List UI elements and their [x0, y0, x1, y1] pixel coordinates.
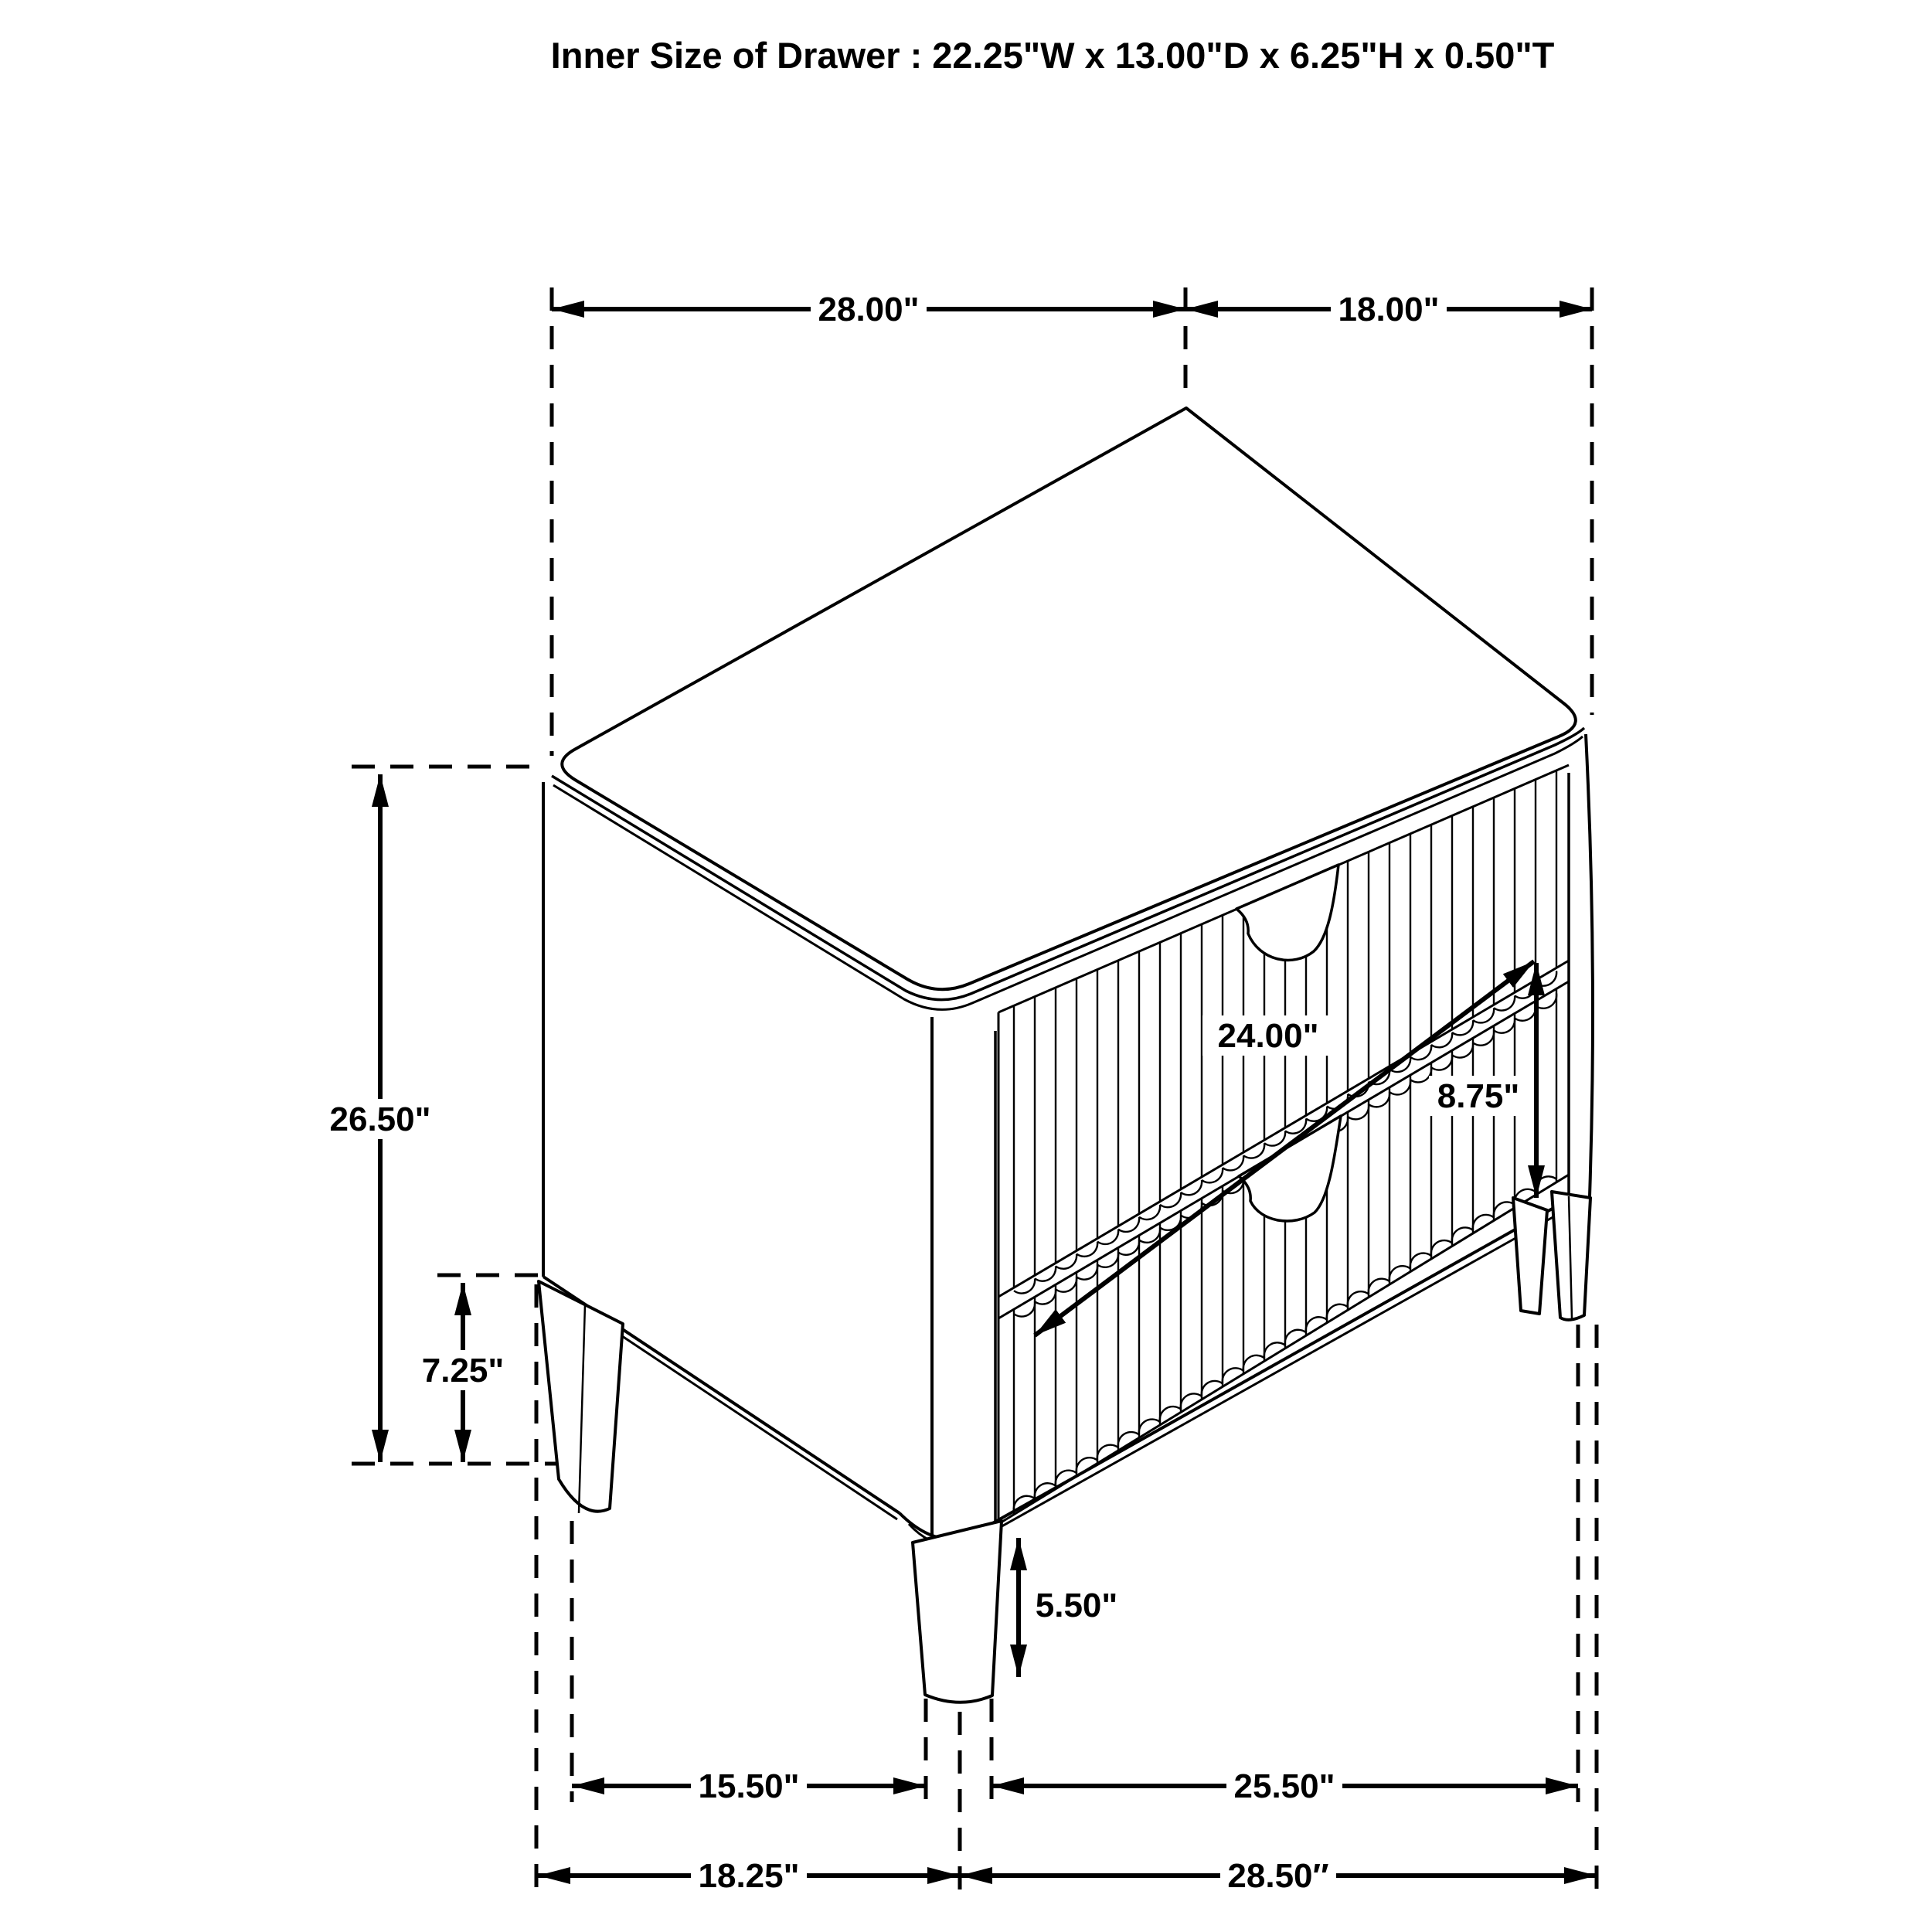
dim-label-leg-height: 5.50"	[1035, 1587, 1118, 1624]
dim-label-drawer-front-width: 24.00"	[1217, 1017, 1319, 1055]
dim-label-leg-clearance: 7.25"	[421, 1352, 505, 1389]
diagram-title: Inner Size of Drawer : 22.25"W x 13.00"D x 6.25"H x 0.50"T	[550, 35, 1555, 76]
front-left-leg	[913, 1521, 1002, 1702]
dim-label-side-leg-span: 15.50"	[698, 1767, 800, 1805]
back-right-leg	[1513, 1198, 1547, 1314]
dim-label-front-leg-span: 25.50"	[1233, 1767, 1335, 1805]
dim-label-top-width: 28.00"	[818, 291, 920, 328]
bottom-rail-outer-edge	[900, 1199, 1569, 1539]
dim-label-base-depth: 18.25"	[698, 1857, 800, 1895]
dim-label-base-width: 28.50″	[1227, 1857, 1329, 1895]
upper-drawer-handle	[1236, 865, 1338, 960]
right-corner-post-outer-edge	[1586, 734, 1593, 1196]
dim-label-overall-height: 26.50"	[329, 1100, 431, 1138]
cabinet-top-face	[562, 408, 1576, 989]
nightstand-drawing	[539, 408, 1593, 1702]
dim-label-drawer-stack-height: 8.75"	[1437, 1077, 1520, 1115]
dim-label-top-depth: 18.00"	[1338, 291, 1440, 328]
